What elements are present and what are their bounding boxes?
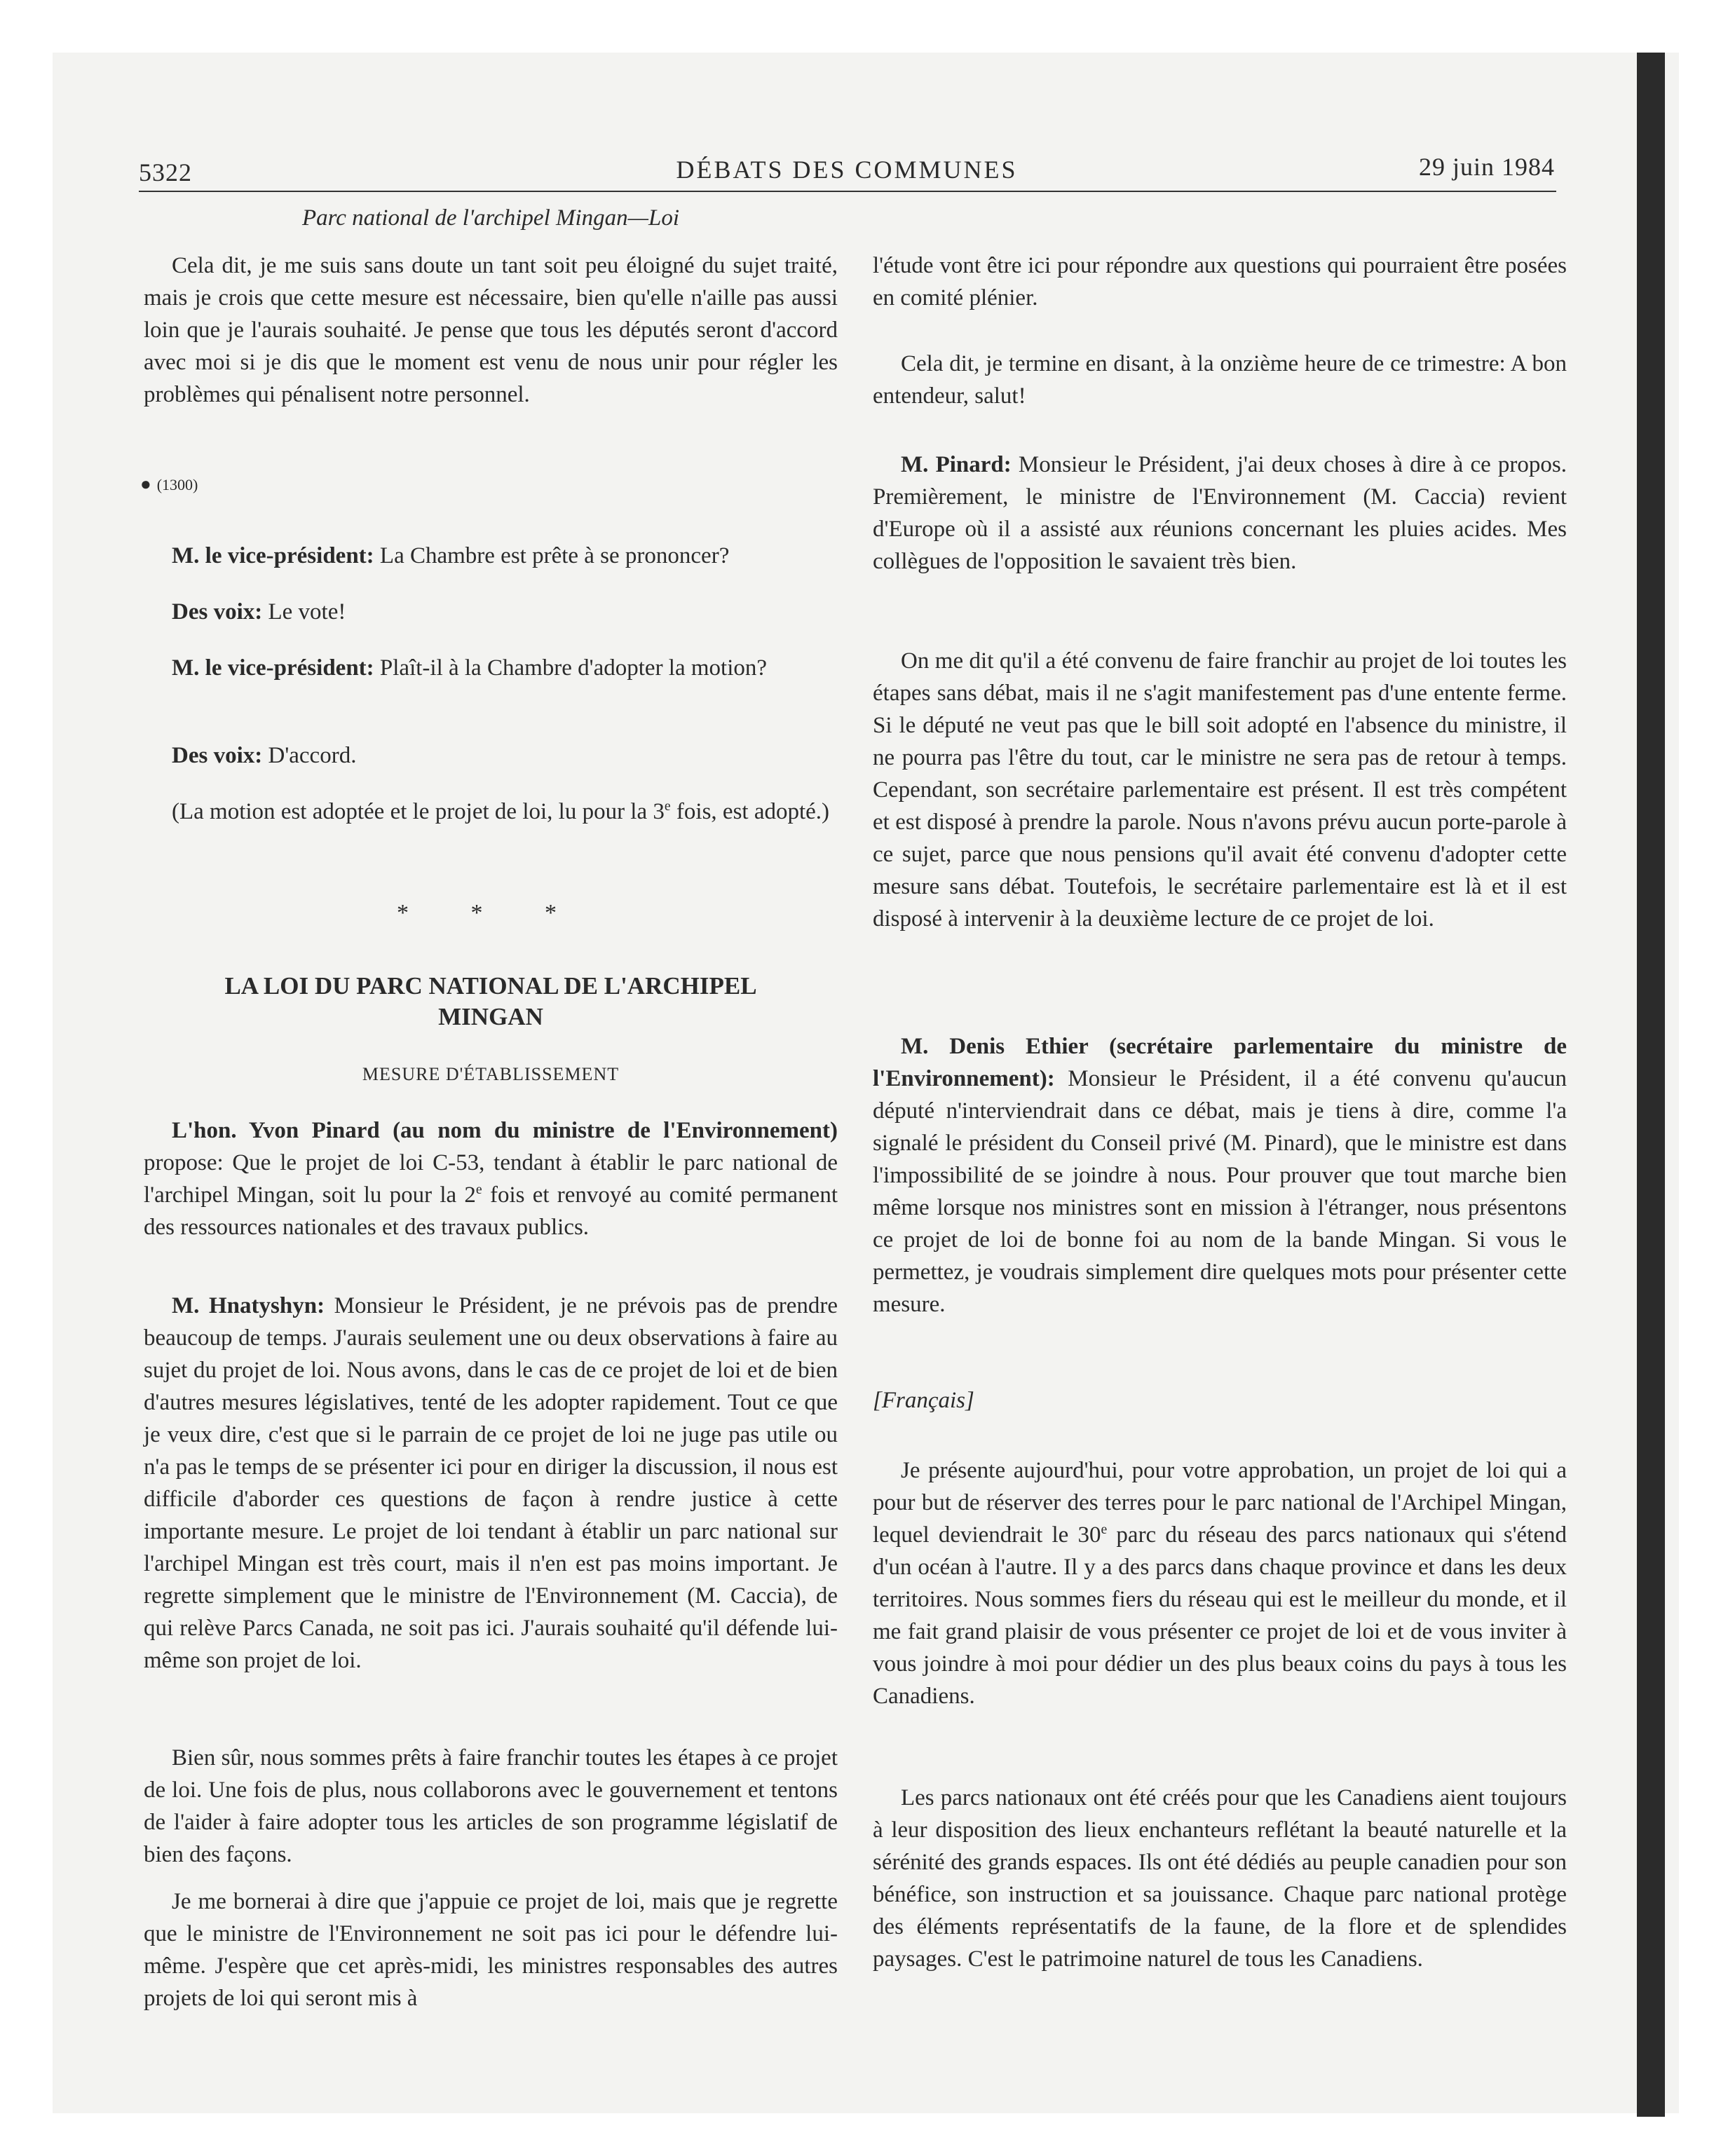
speaker-name: L'hon. Yvon Pinard (au nom du ministre de l'Environnement) — [172, 1118, 838, 1143]
language-marker: [Français] — [873, 1388, 974, 1413]
paragraph: Cela dit, je termine en disant, à la onzième heure de ce trimestre: A bon entendeur, salut! — [873, 351, 1567, 409]
section-subheading: MESURE D'ÉTABLISSEMENT — [362, 1064, 620, 1084]
time-marker: ● (1300) — [140, 474, 198, 494]
section-heading: LA LOI DU PARC NATIONAL DE L'ARCHIPEL MINGAN — [224, 972, 757, 1030]
speaker-name: M. Pinard: — [901, 452, 1012, 477]
paragraph: Les parcs nationaux ont été créés pour que les Canadiens aient toujours à leur disposition des lieux enchanteurs reflétant la beauté naturelle et la sérénité des grands espaces. Ils ont été dédiés au peuple canadien pour son bénéfice, son instruction et sa jouissance. Chaque parc national protège des éléments représentatifs de la faune, de la flore et de splendides paysages. C'est le patrimoine naturel de tous les Canadiens. — [873, 1785, 1567, 1972]
paragraph: Bien sûr, nous sommes prêts à faire franchir toutes les étapes à ce projet de loi. Une fois de plus, nous collaborons avec le gouvernement et tentons de l'aider à faire adopter tous les articles de son programme législatif de bien des façons. — [144, 1745, 838, 1867]
page-number: 5322 — [139, 158, 192, 186]
speaker-name: M. Denis Ethier (secrétaire parlementaire du ministre de l'Environnement): — [873, 1034, 1567, 1091]
speaker-name: Des voix: — [172, 599, 263, 625]
bullet-icon: ● — [140, 474, 151, 494]
paragraph: On me dit qu'il a été convenu de faire franchir au projet de loi toutes les étapes sans débat, mais il ne s'agit manifestement pas d'une entente ferme. Si le député ne veut pas que le bill soit adopté en l'absence du ministre, il ne pourra pas l'être du tout, car le ministre ne sera pas de retour à temps. Cependant, son secrétaire parlementaire est présent. Il est très compétent et est disposé à prendre la parole. Nous n'avons prévu aucun porte-parole à ce sujet, parce que nous pensions qu'il avait été convenu d'adopter cette mesure sans débat. Toutefois, le secrétaire parlementaire est là et il est disposé à intervenir à la deuxième lecture de ce projet de loi. — [873, 648, 1567, 932]
paragraph: Je me bornerai à dire que j'appuie ce projet de loi, mais que je regrette que le ministre de l'Environnement ne soit pas ici pour le défendre lui-même. J'espère que cet après-midi, les ministres responsables des autres projets de loi qui seront mis à — [144, 1889, 838, 2011]
speech-hnatyshyn: M. Hnatyshyn: Monsieur le Président, je ne prévois pas de prendre beaucoup de temps. J'aurais seulement une ou deux observations à faire au sujet du projet de loi. Nous avons, dans le cas de ce projet de loi et de bien d'autres mesures législatives, tenté de les adopter rapidement. Tout ce que je veux dire, c'est que si le parrain de ce projet de loi ne juge pas utile ou n'a pas le temps de se présenter ici pour en diriger la discussion, il nous est difficile d'aborder ces questions de façon à rendre justice à cette importante mesure. Le projet de loi tendant à établir un parc national sur l'archipel Mingan est très court, mais il n'en est pas moins important. Je regrette simplement que le ministre de l'Environnement (M. Caccia), de qui relève Parcs Canada, ne soit pas ici. J'aurais souhaité qu'il défende lui-même son projet de loi. — [144, 1293, 838, 1673]
page-date: 29 juin 1984 — [1418, 153, 1555, 181]
speaker-name: Des voix: — [172, 743, 263, 768]
scan-edge-shadow — [1637, 53, 1665, 2117]
motion-adopted: (La motion est adoptée et le projet de loi, lu pour la 3e fois, est adopté.) — [172, 798, 830, 824]
paragraph: Je présente aujourd'hui, pour votre approbation, un projet de loi qui a pour but de réserver des terres pour le parc national de l'Archipel Mingan, lequel deviendrait le 30e parc du réseau des parcs nationaux qui s'étend d'un océan à l'autre. Il y a des parcs dans chaque province et dans les deux territoires. Nous sommes fiers du réseau qui est le meilleur du monde, et il me fait grand plaisir de vous présenter ce projet de loi et de vous inviter à vous joindre à moi pour dédier un des plus beaux coins du pays à tous les Canadiens. — [873, 1458, 1567, 1709]
page-header — [139, 151, 1555, 193]
speech-voices-2: Des voix: D'accord. — [172, 743, 357, 768]
speech-vice-president-2: M. le vice-président: Plaît-il à la Chambre d'adopter la motion? — [172, 655, 768, 681]
speech-pinard: L'hon. Yvon Pinard (au nom du ministre de l'Environnement) propose: Que le projet de loi C-53, tendant à établir le parc national de l'archipel Mingan, soit lu pour la 2e fois et renvoyé au comité permanent des ressources nationales et des travaux publics. — [144, 1118, 838, 1240]
speech-voices-1: Des voix: Le vote! — [172, 599, 346, 625]
speaker-name: M. Hnatyshyn: — [172, 1293, 325, 1318]
speech-ethier: M. Denis Ethier (secrétaire parlementaire du ministre de l'Environnement): Monsieur le Président, il a été convenu qu'aucun député n'interviendrait dans ce débat, mais je tiens à dire, comme l'a signalé le président du Conseil privé (M. Pinard), que le ministre est dans l'impossibilité de se joindre à nous. Pour prouver que tout marche bien même lorsque nos ministres sont en mission à l'étranger, nous présentons ce projet de loi de bonne foi au nom de la bande Mingan. Si vous le permettez, je voudrais simplement dire quelques mots pour présenter cette mesure. — [873, 1034, 1567, 1317]
speech-pinard-2: M. Pinard: Monsieur le Président, j'ai deux choses à dire à ce propos. Premièrement, le ministre de l'Environnement (M. Caccia) revient d'Europe où il a assisté aux réunions concernant les pluies acides. Mes collègues de l'opposition le savaient très bien. — [873, 452, 1567, 574]
section-separator: * * * — [397, 900, 585, 926]
speaker-name: M. le vice-président: — [172, 655, 374, 681]
running-head: Parc national de l'archipel Mingan—Loi — [301, 205, 680, 231]
speech-vice-president-1: M. le vice-président: La Chambre est prête à se prononcer? — [172, 543, 730, 568]
paragraph: l'étude vont être ici pour répondre aux questions qui pourraient être posées en comité plénier. — [873, 253, 1567, 311]
publication-title: DÉBATS DES COMMUNES — [676, 156, 1018, 184]
paragraph: Cela dit, je me suis sans doute un tant soit peu éloigné du sujet traité, mais je crois que cette mesure est nécessaire, bien qu'elle n'aille pas aussi loin que je l'aurais souhaité. Je pense que tous les députés seront d'accord avec moi si je dis que le moment est venu de nous unir pour régler les problèmes qui pénalisent notre personnel. — [144, 253, 838, 407]
header-rule — [139, 191, 1556, 192]
speaker-name: M. le vice-président: — [172, 543, 374, 568]
